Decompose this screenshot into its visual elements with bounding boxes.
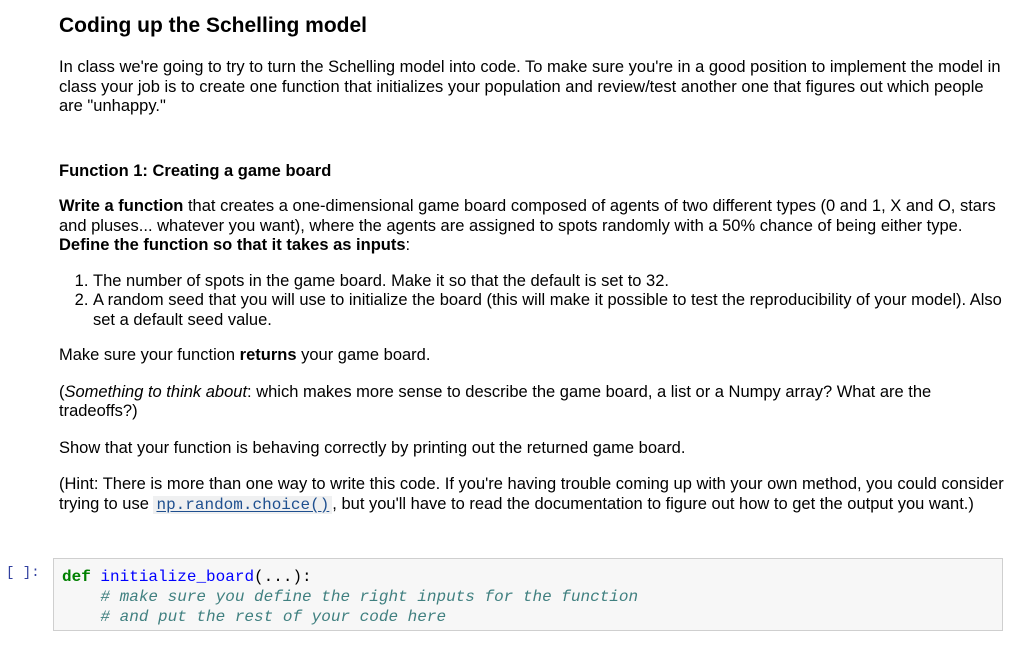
think-italic: Something to think about [64, 382, 248, 401]
function1-heading: Function 1: Creating a game board [59, 161, 332, 180]
markdown-cell[interactable] [59, 12, 1004, 515]
intro-paragraph: In class we're going to try to turn the Schelling model into code. To make sure you're in a good position to implement the model in class your job is to create one function that initializes your population and review/test another one that figures out which people are "unhappy." [59, 58, 1001, 115]
function-signature: (...): [254, 568, 312, 586]
think-paragraph [59, 383, 1004, 422]
define-inputs-bold: Define the function so that it takes as inputs [59, 236, 406, 254]
np-random-choice-link[interactable]: np.random.choice() [153, 496, 332, 514]
think-open: ( [59, 382, 65, 401]
inputs-list [59, 272, 1004, 331]
returns-bold: returns [239, 346, 297, 364]
section-title: Coding up the Schelling model [59, 14, 367, 37]
write-function-text: that creates a one-dimensional game board composed of agents of two different types (0 and 1, X and O, stars and pluses... whatever you want), where the agents are assigned to spots randomly with a 50% chance of being either type. [59, 197, 996, 235]
think-text: : which makes more sense to describe the game board, a list or a Numpy array? What are the tradeoffs?) [59, 382, 932, 420]
list-item: 2. A random seed that you will use to initialize the board (this will make it possible to test the reproducibility of your model). Also set a default seed value. [93, 291, 1004, 330]
hint-pre: (Hint: There is more than one way to write this code. If you're having trouble coming up with your own method, you could consider trying to use [59, 475, 1004, 513]
show-paragraph: Show that your function is behaving correctly by printing out the returned game board. [59, 438, 686, 457]
def-keyword: def [62, 568, 91, 586]
write-function-bold: Write a function [59, 197, 184, 215]
hint-paragraph [59, 475, 1004, 515]
returns-post: your game board. [296, 346, 431, 364]
write-function-paragraph [59, 197, 1004, 256]
code-comment: # make sure you define the right inputs for the function [100, 588, 639, 606]
code-comment: # and put the rest of your code here [100, 608, 447, 626]
function-name: initialize_board [100, 568, 255, 586]
returns-pre: Make sure your function [59, 346, 240, 364]
cell-prompt: [ ]: [6, 565, 40, 581]
hint-post: , but you'll have to read the documentation to figure out how to get the output you want.) [332, 494, 974, 513]
code-editor[interactable] [53, 558, 1003, 631]
define-inputs-colon: : [405, 236, 411, 254]
list-item: 1. The number of spots in the game board. Make it so that the default is set to 32. [93, 272, 1004, 292]
returns-paragraph [59, 346, 1004, 366]
